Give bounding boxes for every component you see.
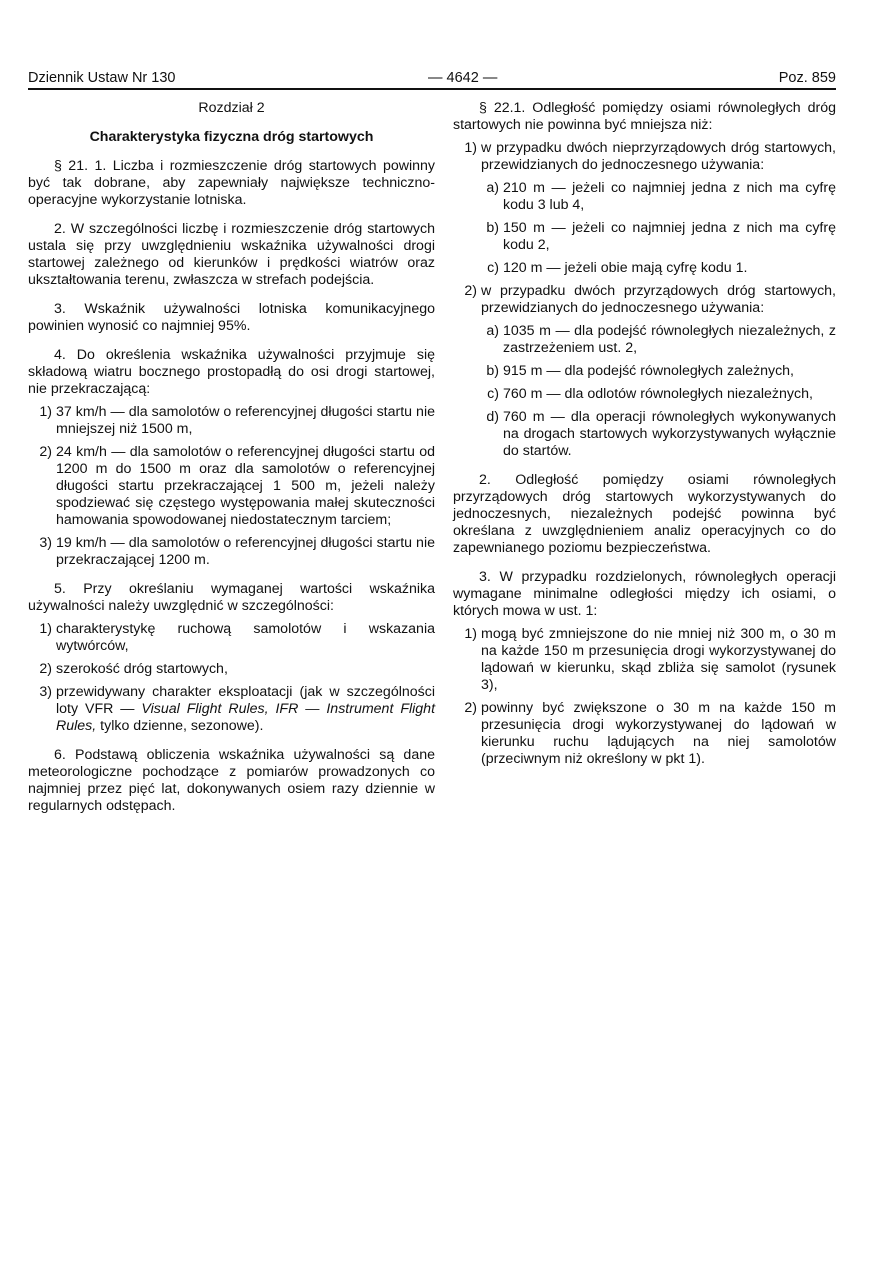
list-item — [28, 404, 435, 438]
sub-item — [479, 409, 836, 460]
item-number: d) — [486, 409, 499, 425]
list-item — [28, 661, 435, 678]
chapter-title: Charakterystyka fizyczna dróg startowych — [89, 129, 374, 145]
item-text: w przypadku dwóch przyrządowych dróg startowych, przewidzianych do jednoczesnego używania: — [481, 283, 836, 316]
sub-item — [479, 180, 836, 214]
paragraph: 3. Wskaźnik używalności lotniska komunikacyjnego powinien wynosić co najmniej 95%. — [28, 301, 435, 334]
item-text: 120 m — jeżeli obie mają cyfrę kodu 1. — [503, 260, 748, 276]
sub-item — [479, 363, 836, 380]
item-text-part: tylko dzienne, sezonowe). — [96, 718, 264, 734]
sub-item — [479, 323, 836, 357]
paragraph: 5. Przy określaniu wymaganej wartości wskaźnika używalności należy uwzględnić w szczególności: — [28, 581, 435, 614]
paragraph: 6. Podstawą obliczenia wskaźnika używalności są dane meteorologiczne pochodzące z pomiarów prowadzonych co najmniej przez pięć lat, dokonywanych osiem razy dziennie w regularnych odstępach. — [28, 747, 435, 814]
item-text-part: przewidywany charakter eksploatacji (jak w szczególności loty VFR — — [56, 684, 435, 717]
item-number: 2) — [464, 283, 477, 299]
item-number: 3) — [39, 684, 52, 700]
page-header — [28, 70, 836, 90]
list-item — [453, 140, 836, 174]
item-number: a) — [486, 323, 499, 339]
item-text: charakterystykę ruchową samolotów i wskazania wytwórców, — [56, 621, 435, 654]
paragraph: 2. Odległość pomiędzy osiami równoległych przyrządowych dróg startowych wykorzystywanych do jednoczesnych, niezależnych podejść powinna być określana z uwzględnieniem analiz operacyjnych co do zapewnianego poziomu bezpieczeństwa. — [453, 472, 836, 556]
item-text: 24 km/h — dla samolotów o referencyjnej długości startu od 1200 m do 1500 m oraz dla samolotów o referencyjnej długości startu przekraczającej 1 500 m, jeżeli należy spodziewać się częstego występowania małej skuteczności hamowania spowodowanej niedostatecznym tarciem; — [56, 444, 435, 528]
item-number: 1) — [464, 140, 477, 156]
left-column — [28, 100, 435, 827]
item-text: 150 m — jeżeli co najmniej jedna z nich ma cyfrę kodu 2, — [503, 220, 836, 253]
right-column — [453, 100, 836, 774]
journal-title: Dziennik Ustaw Nr 130 — [28, 70, 176, 86]
paragraph: 2. W szczególności liczbę i rozmieszczenie dróg startowych ustala się przy uwzględnieniu wskaźnika używalności drogi startowej zależnego od kierunków i prędkości wiatrów oraz ukształtowania terenu, zwłaszcza w strefach podejścia. — [28, 221, 435, 288]
item-text: 915 m — dla podejść równoległych zależnych, — [503, 363, 794, 379]
paragraph: § 21. 1. Liczba i rozmieszczenie dróg startowych powinny być tak dobrane, aby zapewniały największe techniczno-operacyjne wykorzystanie lotniska. — [28, 158, 435, 208]
list-item — [453, 283, 836, 317]
item-number: 3) — [39, 535, 52, 551]
page-number: — 4642 — — [428, 70, 498, 86]
sub-item — [479, 386, 836, 403]
item-text: mogą być zmniejszone do nie mniej niż 300 m, o 30 m na każde 150 m przesunięcia drogi wykorzystywanej do lądowań w kierunku, skąd zbliża się samolot (rysunek 3), — [481, 626, 836, 693]
list-item — [28, 444, 435, 529]
item-number: 2) — [39, 444, 52, 460]
sub-item — [479, 220, 836, 254]
item-text: 210 m — jeżeli co najmniej jedna z nich ma cyfrę kodu 3 lub 4, — [503, 180, 836, 213]
chapter-label: Rozdział 2 — [198, 100, 265, 116]
item-text — [56, 684, 435, 735]
item-number: c) — [487, 260, 499, 276]
position-number: Poz. 859 — [778, 70, 836, 86]
item-text: w przypadku dwóch nieprzyrządowych dróg startowych, przewidzianych do jednoczesnego używania: — [481, 140, 836, 173]
list-item — [453, 626, 836, 694]
item-number: a) — [486, 180, 499, 196]
paragraph: § 22.1. Odległość pomiędzy osiami równoległych dróg startowych nie powinna być mniejsza niż: — [453, 100, 836, 133]
item-text: szerokość dróg startowych, — [56, 661, 228, 677]
item-text-italic: Visual Flight Rules, IFR — Instrument Flight Rules, — [56, 701, 436, 734]
item-number: b) — [486, 363, 499, 379]
item-number: b) — [486, 220, 499, 236]
item-number: 2) — [464, 700, 477, 716]
item-text: 760 m — dla odlotów równoległych niezależnych, — [503, 386, 813, 402]
item-text: 1035 m — dla podejść równoległych niezależnych, z zastrzeżeniem ust. 2, — [503, 323, 836, 356]
sub-item — [479, 260, 836, 277]
item-number: 1) — [464, 626, 477, 642]
item-text: powinny być zwiększone o 30 m na każde 150 m przesunięcia drogi wykorzystywanej do lądowań w kierunku ruchu lądujących na niej samolotów (przeciwnym niż określony w pkt 1). — [481, 700, 836, 767]
list-item — [28, 535, 435, 569]
item-text: 37 km/h — dla samolotów o referencyjnej długości startu nie mniejszej niż 1500 m, — [56, 404, 435, 437]
item-number: 2) — [39, 661, 52, 677]
paragraph: 3. W przypadku rozdzielonych, równoległych operacji wymagane minimalne odległości między ich osiami, o których mowa w ust. 1: — [453, 569, 836, 619]
item-number: c) — [487, 386, 499, 402]
item-number: 1) — [39, 621, 52, 637]
item-number: 1) — [39, 404, 52, 420]
paragraph: 4. Do określenia wskaźnika używalności przyjmuje się składową wiatru bocznego prostopadłą do osi drogi startowej, nie przekraczającą: — [28, 347, 435, 397]
item-text: 760 m — dla operacji równoległych wykonywanych na drogach startowych wykorzystywanych wyłącznie do startów. — [503, 409, 836, 459]
list-item — [28, 684, 435, 735]
list-item — [453, 700, 836, 768]
list-item — [28, 621, 435, 655]
item-text: 19 km/h — dla samolotów o referencyjnej długości startu nie przekraczającej 1200 m. — [56, 535, 435, 568]
